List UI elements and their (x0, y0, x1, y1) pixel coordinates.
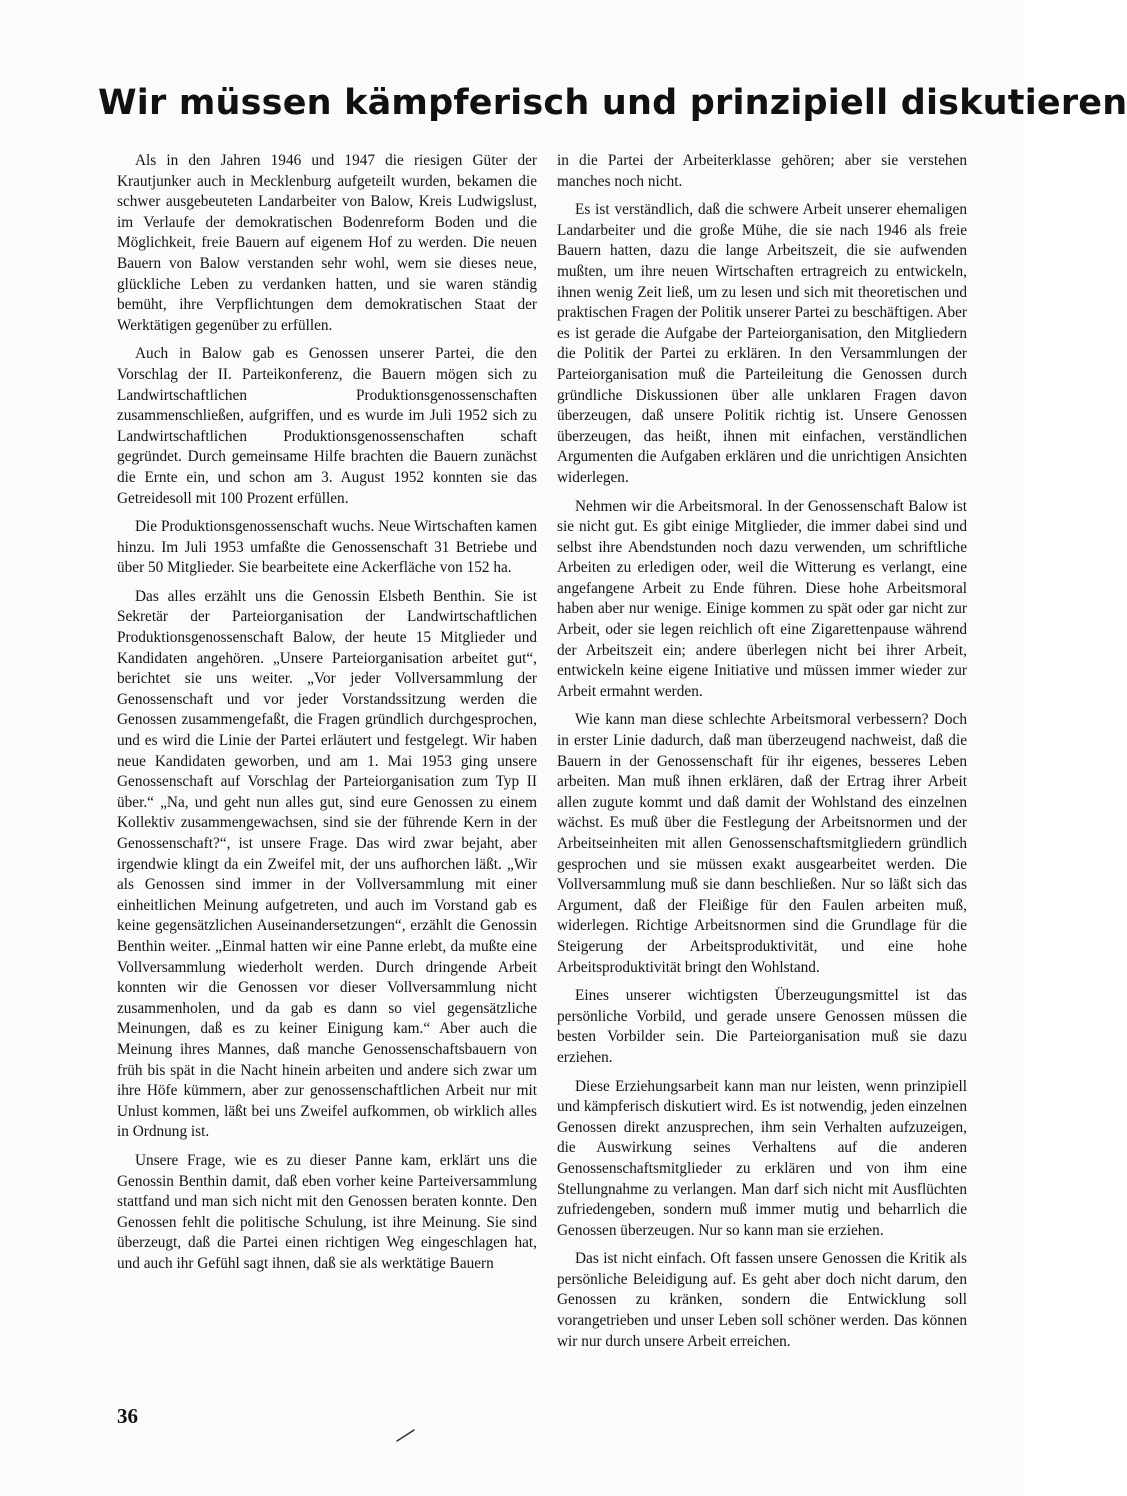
text-column-right (557, 151, 967, 1360)
paragraph: Die Produktionsgenossenschaft wuchs. Neue Wirtschaften kamen hinzu. Im Juli 1953 umfaßte die Genossenschaft 31 Betriebe und über 50 Mitglieder. Sie bearbeitete eine Ackerfläche von 152 ha. (117, 518, 537, 577)
pen-stroke-icon (396, 1428, 416, 1442)
text-column-left (117, 151, 537, 1282)
paragraph: in die Partei der Arbeiterklasse gehören; aber sie verstehen manches noch nicht. (557, 152, 967, 190)
article-title: Wir müssen kämpferisch und prinzipiell diskutieren (98, 83, 1127, 123)
paragraph: Unsere Frage, wie es zu dieser Panne kam, erklärt uns die Genossin Benthin damit, daß eben vorher keine Parteiversammlung stattfand und man sich nicht mit den Genossen beraten konnte. Den Genossen fehlt die politische Schulung, ist ihre Meinung. Sie sind überzeugt, daß die Partei einen richtigen Weg eingeschlagen hat, und auch ihr Gefühl sagt ihnen, daß sie als werktätige Bauern (117, 1151, 537, 1272)
paragraph: Diese Erziehungsarbeit kann man nur leisten, wenn prinzipiell und kämpferisch diskutiert wird. Es ist notwendig, jeden einzelnen Genossen direkt anzusprechen, ihm sein Verhalten aufzuzeigen, die Auswirkung seines Verhaltens auf die anderen Genossenschaftsmitglieder zu erklären und von ihm eine Stellungnahme zu verlangen. Man darf sich nicht mit Ausflüchten zufriedengeben, sondern muß immer mutig und beharrlich die Genossen überzeugen. Nur so kann man sie erziehen. (557, 1077, 967, 1239)
paragraph: Eines unserer wichtigsten Überzeugungsmittel ist das persönliche Vorbild, und gerade unsere Genossen müssen die besten Vorbilder sein. Die Parteiorganisation muß sie dazu erziehen. (557, 987, 967, 1066)
paragraph: Als in den Jahren 1946 und 1947 die riesigen Güter der Krautjunker auch in Mecklenburg aufgeteilt wurden, bekamen die schwer ausgebeuteten Landarbeiter von Balow, Kreis Ludwigslust, im Verlaufe der demokratischen Bodenreform Boden und die Möglichkeit, freie Bauern auf eigenem Hof zu werden. Die neuen Bauern von Balow verstanden sehr wohl, wem sie dieses neue, glückliche Leben zu verdanken hatten, und sie waren ständig bemüht, ihre Verpflichtungen dem demokratischen Staat der Werktätigen gegenüber zu erfüllen. (117, 152, 537, 334)
paragraph: Wie kann man diese schlechte Arbeitsmoral verbessern? Doch in erster Linie dadurch, daß man überzeugend nachweist, daß die Bauern in der Genossenschaft für ihr eigenes, besseres Leben arbeiten. Man muß ihnen erklären, daß der Ertrag ihrer Arbeit allen zugute kommt und daß damit der Wohlstand des einzelnen wächst. Es muß über die Festlegung der Arbeitsnormen und der Arbeitseinheiten mit allen Genossenschaftsmitgliedern gründlich gesprochen und sie müssen exakt ausgearbeitet werden. Die Vollversammlung muß sie dann beschließen. Nur so läßt sich das Argument, daß der Fleißige für den Faulen arbeiten muß, widerlegen. Richtige Arbeitsnormen sind die Grundlage für die Steigerung der Arbeitsproduktivität, und eine hohe Arbeitsproduktivität bringt den Wohlstand. (557, 711, 967, 976)
paragraph: Nehmen wir die Arbeitsmoral. In der Genossenschaft Balow ist sie nicht gut. Es gibt einige Mitglieder, die immer dabei sind und selbst ihre Abendstunden noch dazu verwenden, um schriftliche Arbeiten zu erledigen oder, weil die Witterung es verlangt, eine angefangene Arbeit zu Ende führen. Diese hohe Arbeitsmoral haben aber nur wenige. Einige kommen zu spät oder gar nicht zur Arbeit, oder sie legen reichlich oft eine Zigarettenpause während der Arbeitszeit ein; andere überlegen nicht bei ihrer Arbeit, entwickeln keine eigene Initiative und müssen immer wieder zur Arbeit ermahnt werden. (557, 497, 967, 700)
paragraph: Das ist nicht einfach. Oft fassen unsere Genossen die Kritik als persönliche Beleidigung auf. Es geht aber doch nicht darum, den Genossen zu kränken, sondern die Entwicklung soll vorangetrieben und unser Leben soll schöner werden. Das können wir nur durch unsere Arbeit erreichen. (557, 1250, 967, 1350)
paragraph: Das alles erzählt uns die Genossin Elsbeth Benthin. Sie ist Sekretär der Parteiorganisation der Landwirtschaftlichen Produktionsgenossenschaft Balow, der heute 15 Mitglieder und Kandidaten angehören. „Unsere Parteiorganisation arbeitet gut“, berichtet sie uns weiter. „Vor jeder Vollversammlung der Genossenschaft und vor jeder Vorstandssitzung werden die Genossen zusammengefaßt, die Fragen gründlich durchgesprochen, und es wird die Linie der Partei erläutert und festgelegt. Wir haben neue Kandidaten geworben, und am 1. Mai 1953 ging unsere Genossenschaft auf Vorschlag der Parteiorganisation zum Typ II über.“ „Na, und geht nun alles gut, sind eure Genossen zu einem Kollektiv zusammengewachsen, sind sie der führende Kern in der Genossenschaft?“, ist unsere Frage. Das wird zwar bejaht, aber irgendwie klingt da ein Zweifel mit, der uns aufhorchen läßt. „Wir als Genossen sind immer in der Vollversammlung mit einer einheitlichen Meinung aufgetreten, und auch im Vorstand gab es keine gegensätzlichen Auseinandersetzungen“, erzählt die Genossin Benthin weiter. „Einmal hatten wir eine Panne erlebt, da mußte eine Vollversammlung wiederholt werden. Durch dringende Arbeit konnten wir die Genossen vor dieser Vollversammlung nicht zusammenholen, und da gab es dann so viel gegensätzliche Meinungen, daß es zu keiner Einigung kam.“ Aber auch die Meinung ihres Mannes, daß manche Genossenschaftsbauern von früh bis spät in die Nacht hinein arbeiten und andere sich zwar um ihre Höfe kümmern, aber zur genossenschaftlichen Arbeit nur mit Unlust kommen, läßt bei uns Zweifel aufkommen, ob wirklich alles in Ordnung ist. (117, 587, 537, 1141)
paragraph: Auch in Balow gab es Genossen unserer Partei, die den Vorschlag der II. Parteikonferenz, die Bauern mögen sich zu Landwirtschaftlichen Produktionsgenossenschaften zusammenschließen, aufgriffen, und es wurde im Juli 1952 sich zu Landwirtschaftlichen Produktionsgenossenschaften schaft gegründet. Durch gemeinsame Hilfe brachten die Bauern zunächst die Ernte ein, und schon am 3. August 1952 konnten sie das Getreidesoll mit 100 Prozent erfüllen. (117, 345, 537, 507)
paragraph: Es ist verständlich, daß die schwere Arbeit unserer ehemaligen Landarbeiter und die große Mühe, die sie nach 1946 als freie Bauern hatten, dazu die lange Arbeitszeit, die sie aufwenden mußten, um ihre neuen Wirtschaften ertragreich zu entwickeln, ihnen wenig Zeit ließ, um zu lesen und sich mit theoretischen und praktischen Fragen der Politik unserer Partei zu beschäftigen. Aber es ist gerade die Aufgabe der Parteiorganisation, den Mitgliedern die Politik der Partei zu erklären. In den Versammlungen der Parteiorganisation muß die Parteileitung die Genossen durch gründliche Diskussionen über alle unklaren Fragen davon überzeugen, daß unsere Politik richtig ist. Unsere Genossen überzeugen, das heißt, ihnen mit einfachen, verständlichen Argumenten die Aufgaben erklären und die unrichtigen Ansichten widerlegen. (557, 201, 967, 486)
page-number: 36 (117, 1404, 138, 1428)
